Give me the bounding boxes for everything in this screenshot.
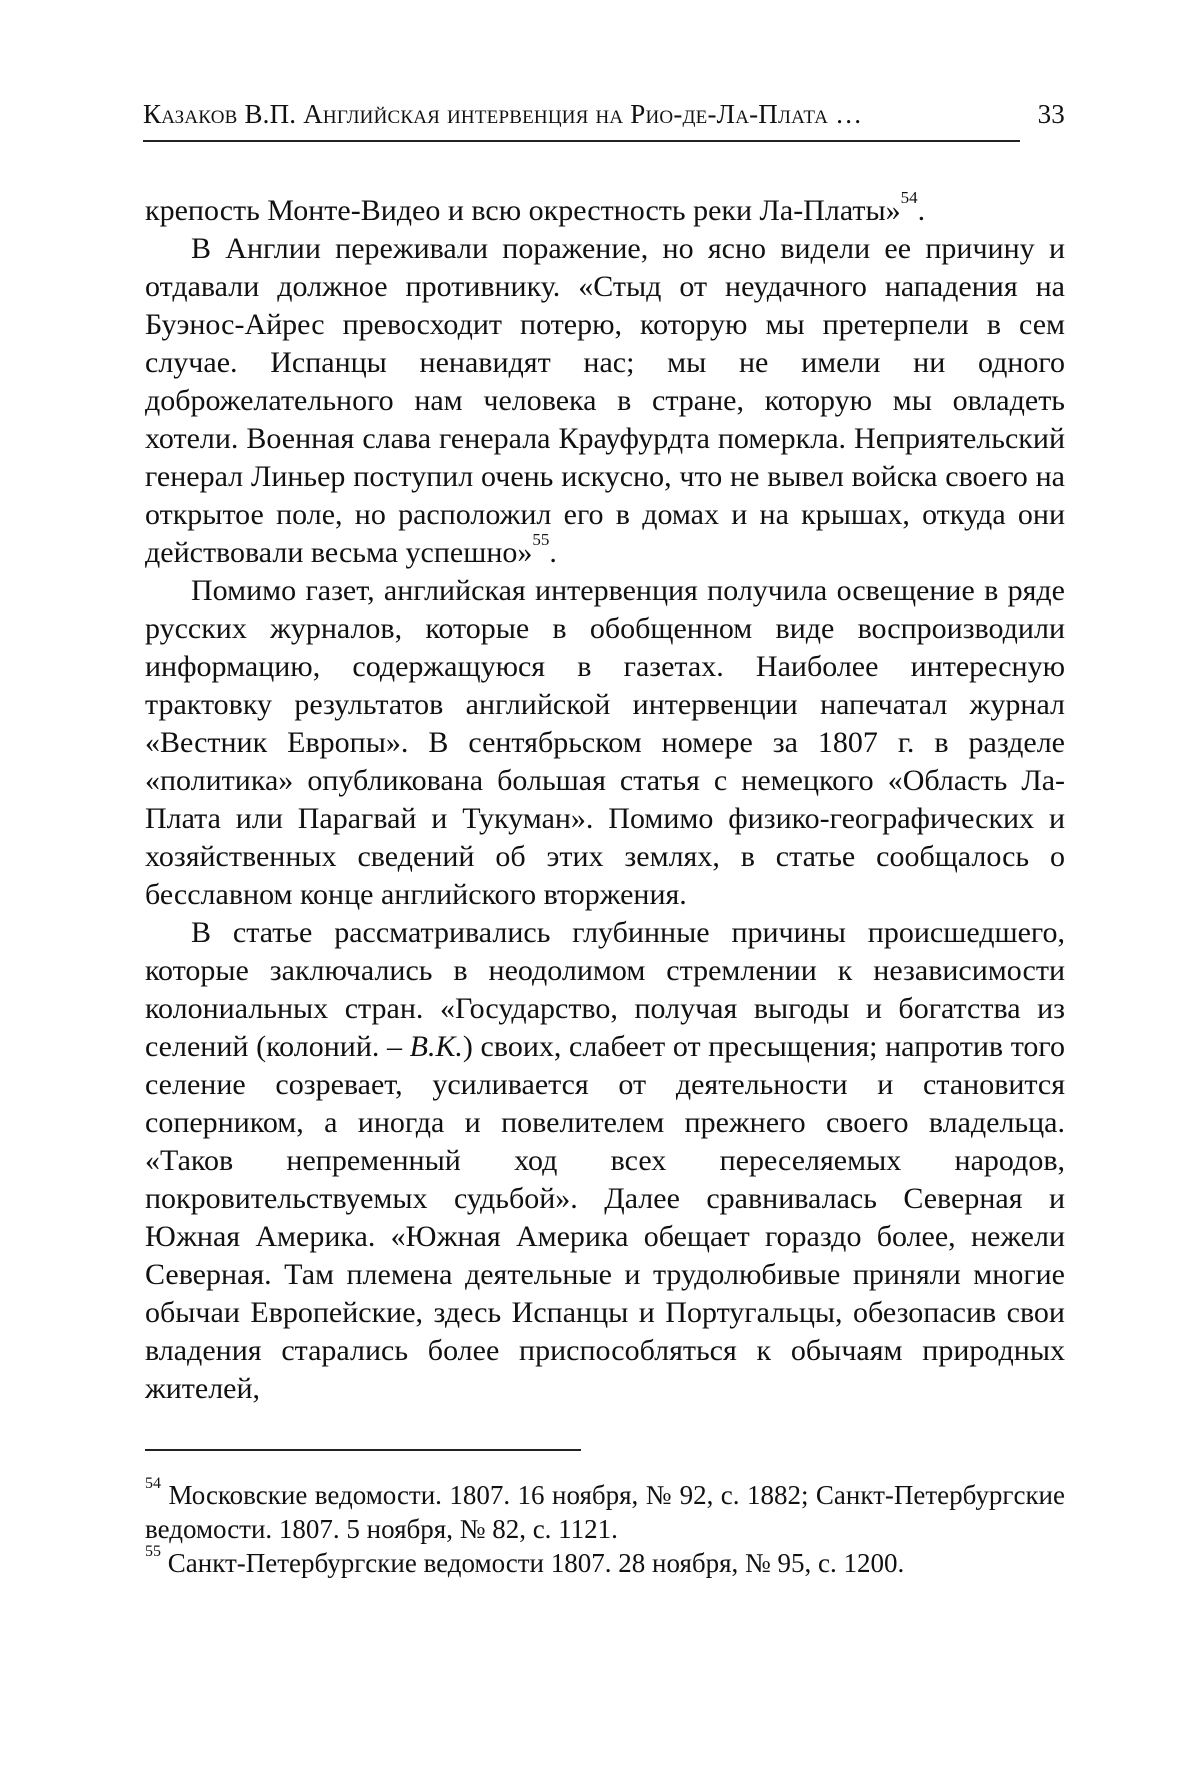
paragraph-1-text: крепость Монте-Видео и всю окрестность реки Ла-Платы» <box>145 194 901 227</box>
paragraph-4-text-b: ) своих, слабеет от пресыщения; напротив того селение созревает, усиливается от деятельности и становится соперником, а иногда и повелителем прежнего своего владельца. «Таков непременный ход всех переселяемых народов, покровительствуемых судьбой». Далее сравнивалась Северная и Южная Америка. «Южная Америка обещает гораздо более, нежели Северная. Там племена деятельные и трудолюбивые приняли многие обычаи Европейские, здесь Испанцы и Португальцы, обезопасив свои владения старались более приспособляться к обычаям природных жителей, <box>145 1030 1065 1405</box>
footnote-54 <box>145 1475 1065 1546</box>
paragraph-2 <box>145 230 1065 572</box>
paragraph-1-tail: . <box>917 194 926 227</box>
paragraph-4-text-a: В статье рассматривались глубинные причины происшедшего, которые заключались в неодолимом стремлении к независимости колониальных стран. «Государство, получая выгоды и богатства из селений (колоний. – <box>145 916 1065 1063</box>
paragraph-3 <box>145 572 1065 914</box>
author-initials: В.К. <box>409 1030 463 1063</box>
main-text <box>145 188 1065 1408</box>
footnote-54-text: Московские ведомости. 1807. 16 ноября, № 92, с. 1882; Санкт-Петербургские ведомости. 1807. 5 ноября, № 82, с. 1121. <box>145 1480 1065 1544</box>
running-head <box>143 96 1065 132</box>
footnote-55 <box>145 1543 1065 1580</box>
footnote-54-number: 54 <box>145 1475 161 1492</box>
footnotes <box>145 1475 1065 1580</box>
footnote-rule <box>145 1449 581 1451</box>
paragraph-3-text: Помимо газет, английская интервенция получила освещение в ряде русских журналов, которые в обобщенном виде воспроизводили информацию, содержащуюся в газетах. Наиболее интересную трактовку результатов английской интервенции напечатал журнал «Вестник Европы». В сентябрьском номере за 1807 г. в разделе «политика» опубликована большая статья с немецкого «Область Ла-Плата или Парагвай и Тукуман». Помимо физико-географических и хозяйственных сведений об этих землях, в статье сообщалось о бесславном конце английского вторжения. <box>145 574 1065 911</box>
footnote-55-number: 55 <box>145 1543 161 1560</box>
paragraph-2-text: В Англии переживали поражение, но ясно видели ее причину и отдавали должное противнику. «Стыд от неудачного нападения на Буэнос-Айрес превосходит потерю, которую мы претерпели в сем случае. Испанцы ненавидят нас; мы не имели ни одного доброжелательного нам человека в стране, которую мы овладеть хотели. Военная слава генерала Крауфурдта померкла. Неприятельский генерал Линьер поступил очень искусно, что не вывел войска своего на открытое поле, но расположил его в домах и на крышах, откуда они действовали весьма успешно» <box>145 232 1065 569</box>
page-number: 33 <box>1037 99 1065 129</box>
paragraph-4 <box>145 914 1065 1408</box>
running-title: Казаков В.П. Английская интервенция на Рио-де-Ла-Плата … <box>143 99 863 129</box>
paragraph-1 <box>145 188 1065 230</box>
header-rule <box>143 140 1020 142</box>
footnote-ref-55: 55 <box>532 530 550 549</box>
footnote-55-text: Санкт-Петербургские ведомости 1807. 28 ноября, № 95, с. 1200. <box>161 1548 905 1578</box>
paragraph-2-tail: . <box>549 536 557 569</box>
footnote-ref-54: 54 <box>900 188 918 207</box>
